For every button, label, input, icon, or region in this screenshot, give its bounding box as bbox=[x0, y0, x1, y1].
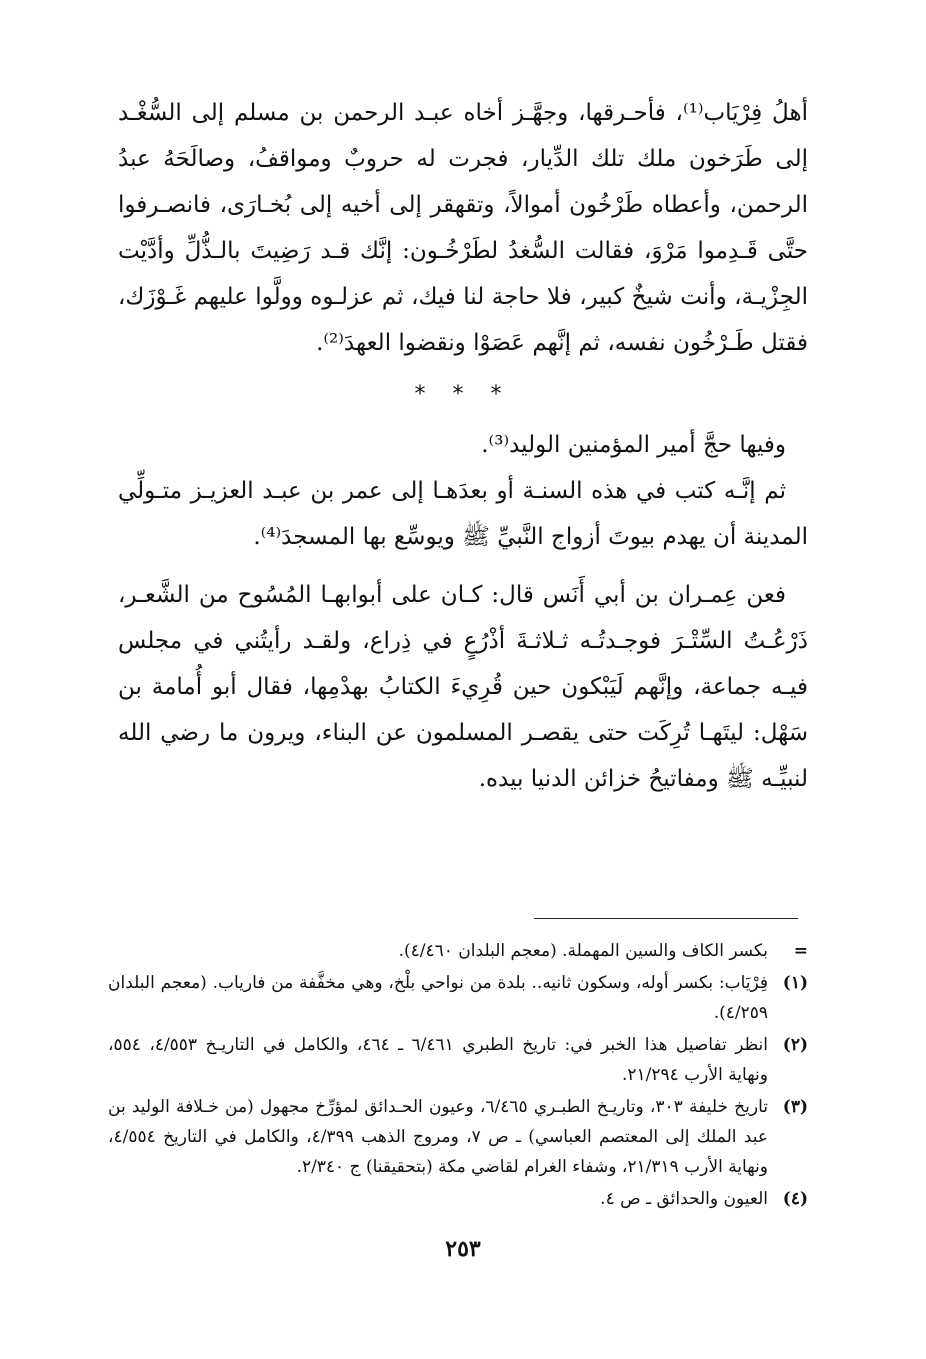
footnote-item bbox=[108, 1030, 808, 1090]
footnote-item bbox=[108, 1184, 808, 1214]
footnote-marker: = bbox=[793, 941, 808, 961]
paragraph-hajj: وفيها حجَّ أمير المؤمنين الوليد⁽³⁾. bbox=[481, 432, 786, 458]
footnote-marker: (٣) bbox=[782, 1097, 808, 1117]
footnote-marker: (٤) bbox=[782, 1189, 808, 1209]
section-separator: * * * bbox=[414, 382, 512, 407]
page-number: ٢٥٣ bbox=[445, 1236, 481, 1262]
footnote-item bbox=[108, 1092, 808, 1182]
paragraph-fariyab: أهلُ فِرْيَاب⁽¹⁾، فأحـرقها، وجهَّـز أخاه عبـد الرحمن بن مسلم إلى السُّغْـد إلى طَرَخون ملك تلك الدِّيار، فجرت له حروبٌ ومواقفُ، وصالَحَهُ عبدُ الرحمن، وأعطاه طَرْخُون أموالاً، وتقهقر إلى أخيه إلى بُخـارَى، فانصـرفوا حتَّى قَـدِموا مَرْوَ، فقالت السُّغدُ لطَرْخُـون: إنَّك قـد رَضِيتَ بالـذُّلِّ وأدَّيْت الجِزْيـة، وأنت شيخٌ كبير، فلا حاجة لنا فيك، ثم عزلـوه وولَّوا عليهم غَـوْزَك، فقتل طَـرْخُون نفسه، ثم إنَّهم عَصَوْا ونقضوا العهدَ⁽²⁾. bbox=[118, 100, 808, 356]
footnote-text: فِرْيَاب: بكسر أوله، وسكون ثانيه.. بلدة من نواحي بلْخ، وهي مخفَّفة من فارياب. (معجم البلدان ٤/٢٥٩). bbox=[108, 973, 768, 1023]
footnote-divider bbox=[534, 918, 798, 919]
footnote-marker: (٢) bbox=[782, 1035, 808, 1055]
footnote-marker: (١) bbox=[782, 973, 808, 993]
footnote-text: تاريخ خليفة ٣٠٣، وتاريـخ الطبـري ٦/٤٦٥، وعيون الحـدائق لمؤرِّخ مجهول (من خـلافة الوليد بن عبد الملك إلى المعتصم العباسي) ـ ص ٧، ومروج الذهب ٤/٣٩٩، والكامل في التاريخ ٤/٥٥٤، ونهاية الأرب ٢١/٣١٩، وشفاء الغرام لقاضي مكة (بتحقيقنا) ج ٢/٣٤٠. bbox=[108, 1097, 769, 1177]
footnote-item bbox=[108, 968, 808, 1028]
paragraph-imran-narration: فعن عِمـران بن أبي أَنَس قال: كـان على أبوابهـا المُسُوح من الشَّعـر، ذَرْعُـتُ السِّتْـرَ فوجـدتُـه ثـلاثـةَ أذْرُعٍ في ذِراع، ولقـد رأيتُني في مجلس فيـه جماعة، وإنَّهم لَيَبْكون حين قُرِيءَ الكتابُ بهدْمِها، فقال أبو أُمامة بن سَهْل: ليتَهـا تُرِكَت حتى يقصـر المسلمون عن البناء، ويرون ما رضي الله لنبيِّـه ﷺ ومفاتيحُ خزائن الدنيا بيده. bbox=[118, 582, 808, 792]
paragraph-mosque-letter: ثم إنَّـه كتب في هذه السنـة أو بعدَهـا إلى عمر بن عبـد العزيـز متـولِّي المدينة أن يهدم بيوتَ أزواج النَّبيِّ ﷺ ويوسِّع بها المسجدَ⁽⁴⁾. bbox=[118, 478, 808, 550]
footnote-text: العيون والحدائق ـ ص ٤. bbox=[600, 1189, 768, 1209]
footnote-text: انظر تفاصيل هذا الخبر في: تاريخ الطبري ٦/٤٦١ ـ ٤٦٤، والكامل في التاريـخ ٤/٥٥٣، ٥٥٤، ونهاية الأرب ٢١/٢٩٤. bbox=[108, 1035, 768, 1085]
footnotes bbox=[108, 936, 808, 1216]
footnote-item bbox=[108, 936, 808, 966]
main-text-body bbox=[118, 90, 808, 802]
footnote-text: بكسر الكاف والسين المهملة. (معجم البلدان ٤/٤٦٠). bbox=[398, 941, 768, 961]
